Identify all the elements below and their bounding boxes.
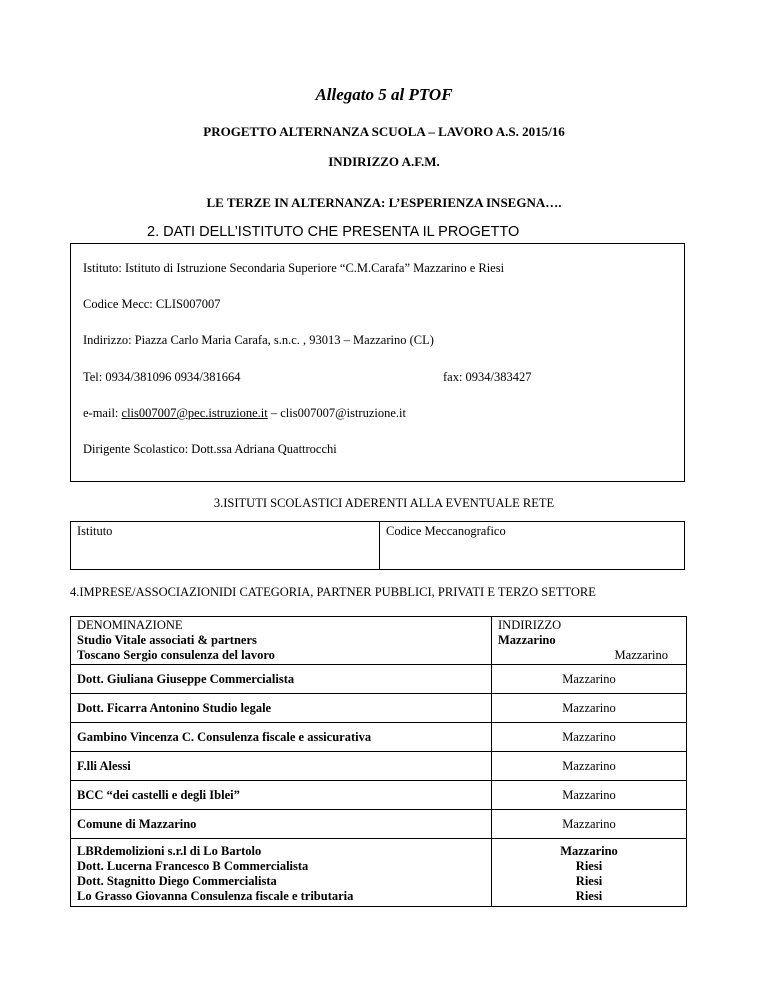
email-label: e-mail: [83,406,122,420]
partners-last-cell [71,839,492,907]
istituto-line: Istituto: Istituto di Istruzione Secondaria Superiore “C.M.Carafa” Mazzarino e Riesi [83,261,505,275]
indirizzo-line: Indirizzo: Piazza Carlo Maria Carafa, s.n.c. , 93013 – Mazzarino (CL) [83,333,434,347]
table-row [71,839,687,907]
table-row [71,810,687,839]
section-3-title: 3.ISITUTI SCOLASTICI ADERENTI ALLA EVENTUALE RETE [213,496,555,510]
partner-name: F.lli Alessi [71,752,492,781]
col-istituto-header: Istituto [71,522,380,570]
partners-first-addr-cell [492,617,687,665]
partner-address: Mazzarino [614,648,668,662]
col-denominazione-header: DENOMINAZIONE [77,618,183,632]
table-row [71,522,685,570]
partner-address: Mazzarino [498,633,556,647]
partner-name: Dott. Ficarra Antonino Studio legale [71,694,492,723]
partner-address: Riesi [575,859,603,873]
partner-name: LBRdemolizioni s.r.l di Lo Bartolo [77,844,262,858]
partner-address: Mazzarino [560,844,618,858]
table-row [71,665,687,694]
institute-data-box [70,243,685,482]
indirizzo-heading: INDIRIZZO A.F.M. [328,154,440,169]
email-line [83,406,406,421]
fax-line: fax: 0934/383427 [443,370,532,384]
col-indirizzo-header: INDIRIZZO [498,618,562,632]
partners-table [70,616,687,907]
partner-name: Gambino Vincenza C. Consulenza fiscale e assicurativa [71,723,492,752]
partner-address: Mazzarino [492,665,687,694]
partner-name: Dott. Lucerna Francesco B Commercialista [77,859,309,873]
document-title: Allegato 5 al PTOF [315,85,453,104]
partner-address: Mazzarino [492,723,687,752]
table-row [71,694,687,723]
partner-name: Dott. Giuliana Giuseppe Commercialista [71,665,492,694]
email-other: – clis007007@istruzione.it [267,406,406,420]
network-schools-table [70,521,685,570]
partner-name: Toscano Sergio consulenza del lavoro [77,648,275,662]
codice-mecc-line: Codice Mecc: CLIS007007 [83,297,221,311]
section-2-title: 2. DATI DELL’ISTITUTO CHE PRESENTA IL PROGETTO [147,224,520,240]
email-pec-link[interactable]: clis007007@pec.istruzione.it [121,406,268,420]
partners-last-addr-cell [492,839,687,907]
partner-name: Studio Vitale associati & partners [77,633,257,647]
partner-address: Mazzarino [492,752,687,781]
project-motto: LE TERZE IN ALTERNANZA: L’ESPERIENZA INSEGNA…. [206,195,562,210]
table-row [71,752,687,781]
partner-address: Riesi [575,889,603,903]
col-codice-header: Codice Meccanografico [380,522,685,570]
partner-address: Riesi [575,874,603,888]
partner-address: Mazzarino [492,694,687,723]
partners-first-cell [71,617,492,665]
project-title: PROGETTO ALTERNANZA SCUOLA – LAVORO A.S. 2015/16 [203,124,565,139]
section-4-title: 4.IMPRESE/ASSOCIAZIONIDI CATEGORIA, PARTNER PUBBLICI, PRIVATI E TERZO SETTORE [70,585,596,599]
table-row [71,723,687,752]
tel-line: Tel: 0934/381096 0934/381664 [83,370,241,384]
table-row [71,617,687,665]
table-row [71,781,687,810]
partner-address: Mazzarino [492,810,687,839]
partner-address: Mazzarino [492,781,687,810]
partner-name: Comune di Mazzarino [71,810,492,839]
partner-name: BCC “dei castelli e degli Iblei” [71,781,492,810]
partner-name: Lo Grasso Giovanna Consulenza fiscale e tributaria [77,889,354,903]
dirigente-line: Dirigente Scolastico: Dott.ssa Adriana Quattrocchi [83,442,337,456]
partner-name: Dott. Stagnitto Diego Commercialista [77,874,277,888]
